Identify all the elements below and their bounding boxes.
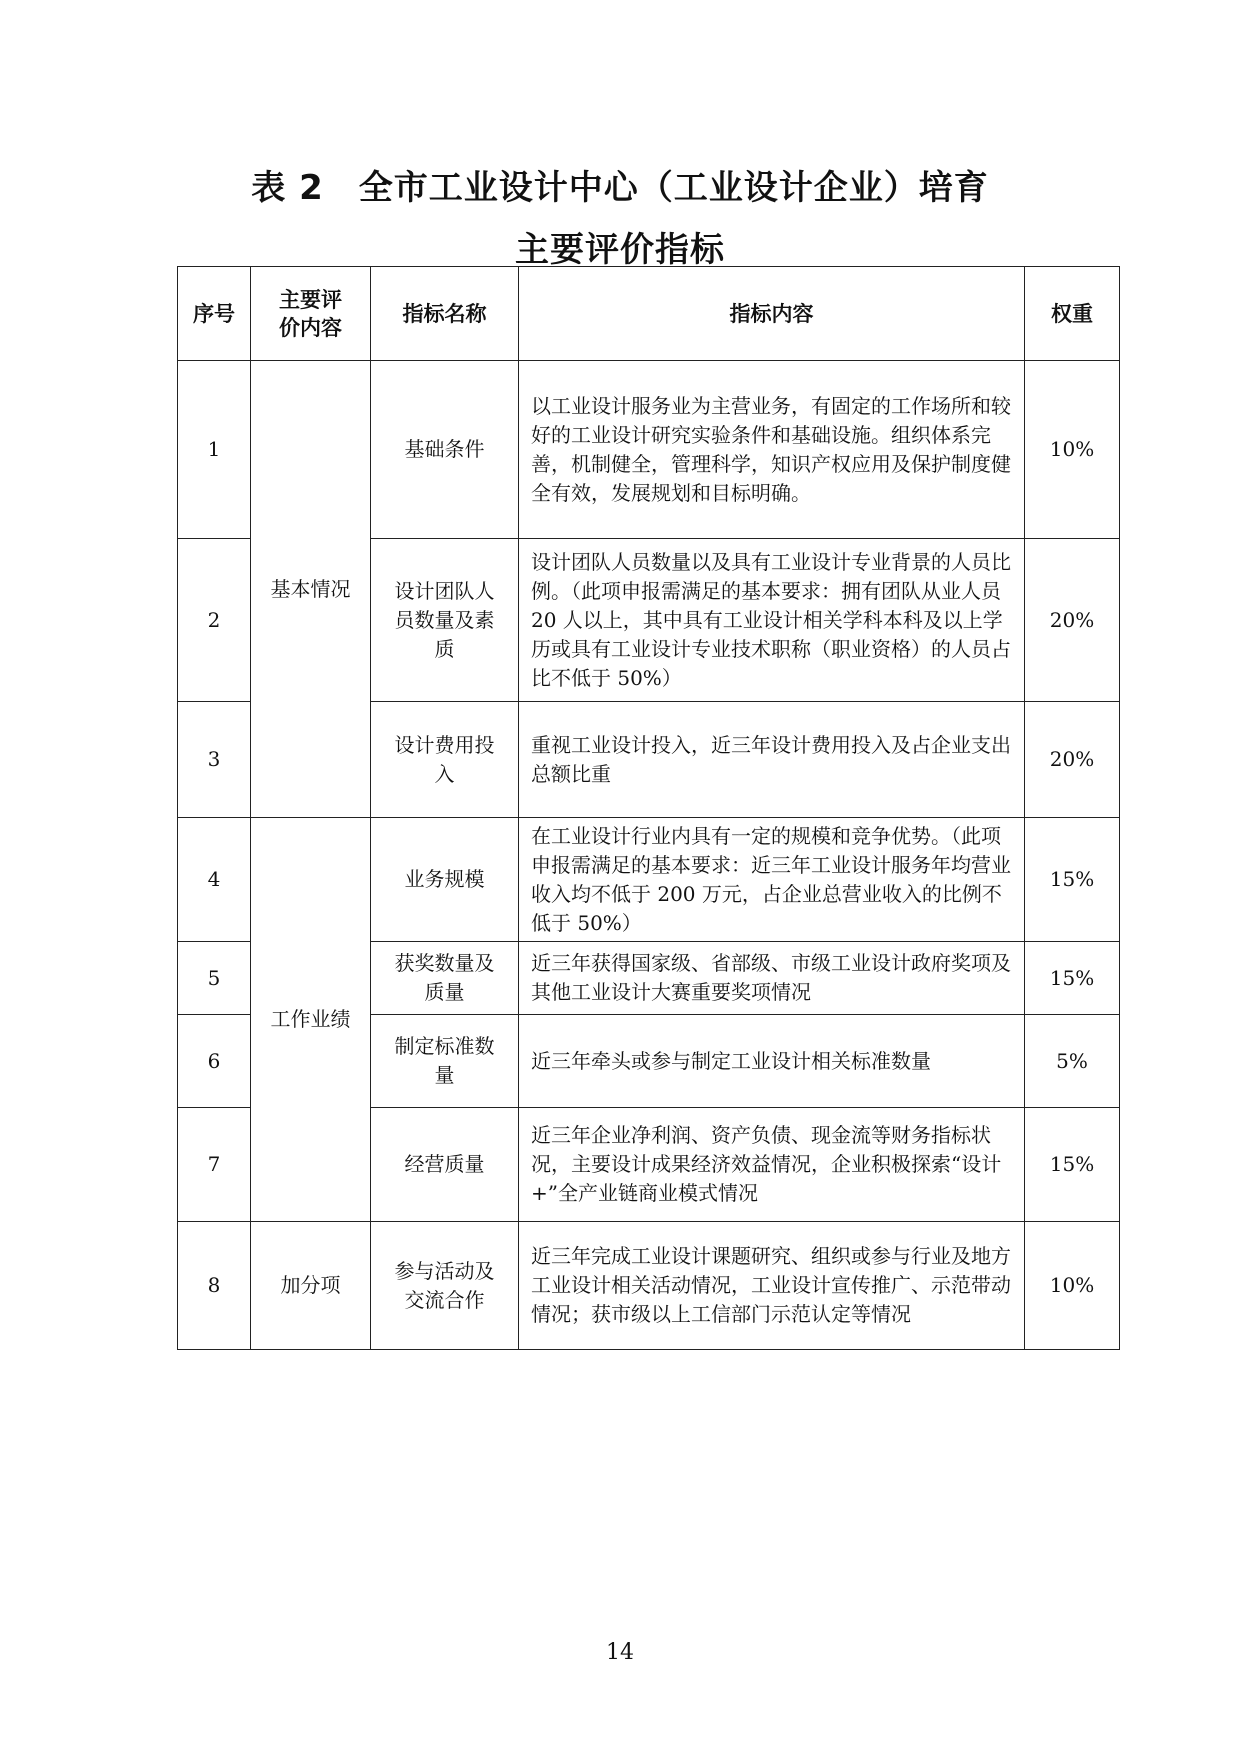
- row-seq: 7: [178, 1108, 251, 1222]
- row-weight: 10%: [1025, 1222, 1120, 1350]
- header-row: [178, 267, 1120, 361]
- evaluation-table: [177, 266, 1120, 1350]
- group-bonus: 加分项: [251, 1222, 371, 1350]
- page-number: 14: [606, 1640, 634, 1665]
- row-seq: 5: [178, 942, 251, 1015]
- table-title-line1: 表 2 全市工业设计中心（工业设计企业）培育: [251, 168, 989, 208]
- table-title-line2: 主要评价指标: [515, 230, 725, 270]
- row-seq: 6: [178, 1015, 251, 1108]
- row-content: 在工业设计行业内具有一定的规模和竞争优势。（此项申报需满足的基本要求：近三年工业设计服务年均营业收入均不低于 200 万元，占企业总营业收入的比例不低于 50%）: [519, 818, 1025, 942]
- row-indicator: 经营质量: [371, 1108, 519, 1222]
- row-content: 近三年企业净利润、资产负债、现金流等财务指标状况，主要设计成果经济效益情况，企业积极探索“设计+”全产业链商业模式情况: [519, 1108, 1025, 1222]
- row-weight: 15%: [1025, 942, 1120, 1015]
- row-content: 近三年牵头或参与制定工业设计相关标准数量: [519, 1015, 1025, 1108]
- row-content: 以工业设计服务业为主营业务，有固定的工作场所和较好的工业设计研究实验条件和基础设施。组织体系完善，机制健全，管理科学，知识产权应用及保护制度健全有效，发展规划和目标明确。: [519, 361, 1025, 539]
- row-seq: 1: [178, 361, 251, 539]
- row-seq: 8: [178, 1222, 251, 1350]
- row-seq: 4: [178, 818, 251, 942]
- header-category: 主要评价内容: [251, 267, 371, 361]
- row-weight: 10%: [1025, 361, 1120, 539]
- row-indicator: 获奖数量及质量: [371, 942, 519, 1015]
- row-indicator: 基础条件: [371, 361, 519, 539]
- row-indicator: 设计团队人员数量及素质: [371, 539, 519, 702]
- group-basic: 基本情况: [251, 361, 371, 818]
- row-weight: 20%: [1025, 539, 1120, 702]
- header-weight: 权重: [1025, 267, 1120, 361]
- header-seq: 序号: [178, 267, 251, 361]
- row-indicator: 参与活动及交流合作: [371, 1222, 519, 1350]
- row-indicator: 设计费用投入: [371, 702, 519, 818]
- row-content: 重视工业设计投入，近三年设计费用投入及占企业支出总额比重: [519, 702, 1025, 818]
- group-performance: 工作业绩: [251, 818, 371, 1222]
- row-seq: 2: [178, 539, 251, 702]
- row-indicator: 业务规模: [371, 818, 519, 942]
- header-indicator: 指标名称: [371, 267, 519, 361]
- table-row: [178, 361, 1120, 539]
- row-content: 近三年获得国家级、省部级、市级工业设计政府奖项及其他工业设计大赛重要奖项情况: [519, 942, 1025, 1015]
- row-weight: 15%: [1025, 818, 1120, 942]
- row-weight: 15%: [1025, 1108, 1120, 1222]
- row-weight: 5%: [1025, 1015, 1120, 1108]
- header-content: 指标内容: [519, 267, 1025, 361]
- row-content: 设计团队人员数量以及具有工业设计专业背景的人员比例。（此项申报需满足的基本要求：拥有团队从业人员 20 人以上，其中具有工业设计相关学科本科及以上学历或具有工业设计专业技术职称（职业资格）的人员占比不低于 50%）: [519, 539, 1025, 702]
- row-content: 近三年完成工业设计课题研究、组织或参与行业及地方工业设计相关活动情况，工业设计宣传推广、示范带动情况；获市级以上工信部门示范认定等情况: [519, 1222, 1025, 1350]
- row-weight: 20%: [1025, 702, 1120, 818]
- table-row: [178, 1222, 1120, 1350]
- row-seq: 3: [178, 702, 251, 818]
- row-indicator: 制定标准数量: [371, 1015, 519, 1108]
- table-row: [178, 818, 1120, 942]
